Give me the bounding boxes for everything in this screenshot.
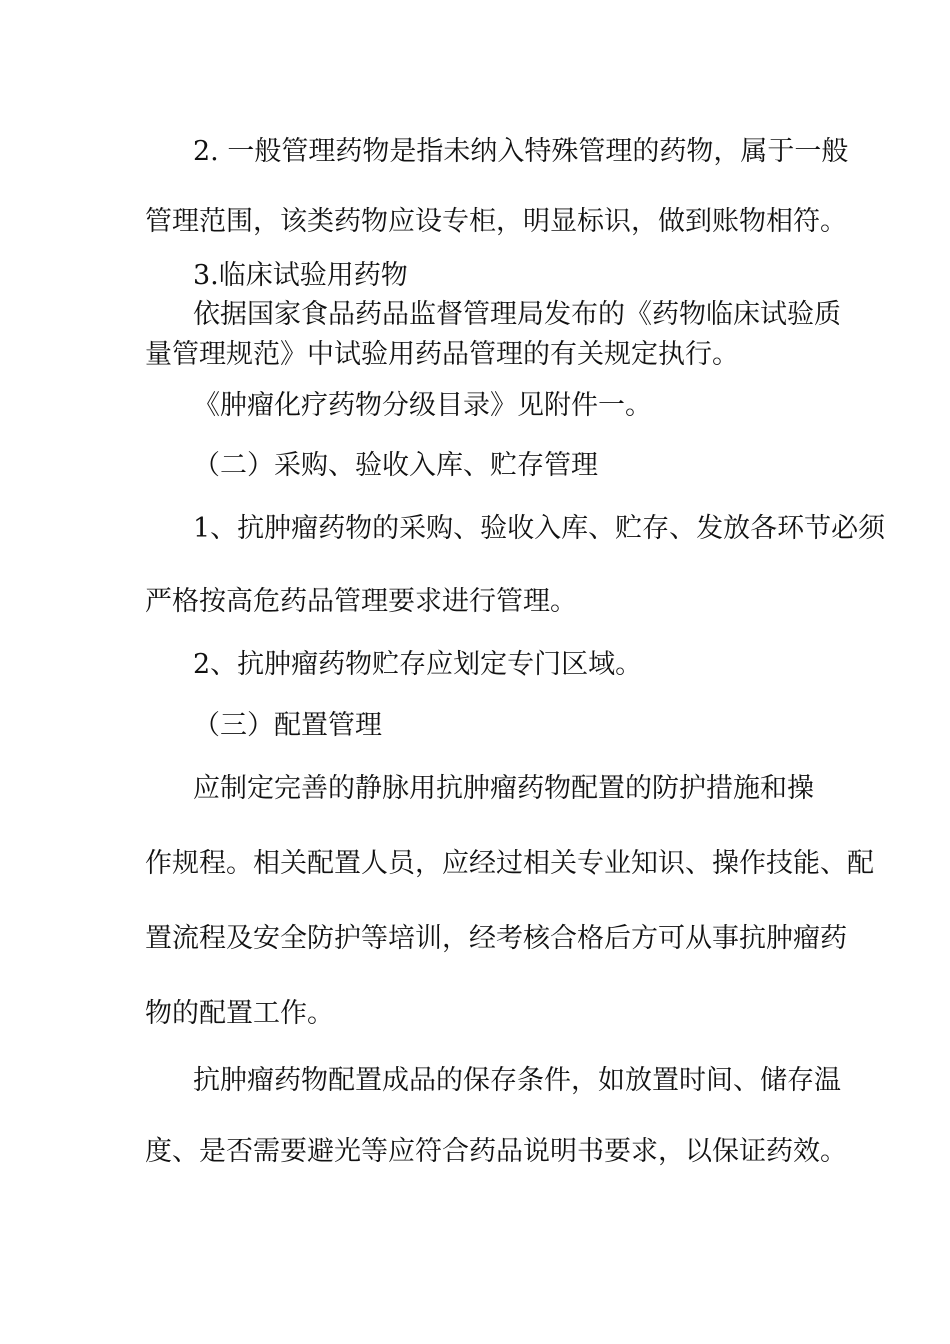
paragraph-storage-area: 2、抗肿瘤药物贮存应划定专门区域。: [193, 649, 643, 680]
heading-clinical-trial-drugs: 3.临床试验用药物: [193, 260, 408, 291]
paragraph-catalog-reference: 《肿瘤化疗药物分级目录》见附件一。: [193, 390, 652, 421]
paragraph-procurement-line1: 1、抗肿瘤药物的采购、验收入库、贮存、发放各环节必须: [193, 513, 886, 544]
paragraph-general-drugs-line2: 管理范围，该类药物应设专柜，明显标识，做到账物相符。: [145, 206, 847, 237]
paragraph-clinical-trial-line2: 量管理规范》中试验用药品管理的有关规定执行。: [145, 339, 739, 370]
paragraph-clinical-trial-line1: 依据国家食品药品监督管理局发布的《药物临床试验质: [193, 299, 841, 330]
paragraph-preparation-line1: 应制定完善的静脉用抗肿瘤药物配置的防护措施和操: [193, 773, 814, 804]
paragraph-general-drugs-line1: 2. 一般管理药物是指未纳入特殊管理的药物，属于一般: [193, 136, 849, 167]
paragraph-preparation-line2: 作规程。相关配置人员，应经过相关专业知识、操作技能、配: [145, 848, 874, 879]
section-heading-procurement: （二）采购、验收入库、贮存管理: [193, 450, 598, 481]
paragraph-procurement-line2: 严格按高危药品管理要求进行管理。: [145, 586, 577, 617]
paragraph-preparation-line3: 置流程及安全防护等培训，经考核合格后方可从事抗肿瘤药: [145, 923, 847, 954]
section-heading-preparation: （三）配置管理: [193, 710, 382, 741]
paragraph-storage-conditions-line1: 抗肿瘤药物配置成品的保存条件，如放置时间、储存温: [193, 1065, 841, 1096]
paragraph-preparation-line4: 物的配置工作。: [145, 998, 334, 1029]
paragraph-storage-conditions-line2: 度、是否需要避光等应符合药品说明书要求，以保证药效。: [145, 1136, 847, 1167]
